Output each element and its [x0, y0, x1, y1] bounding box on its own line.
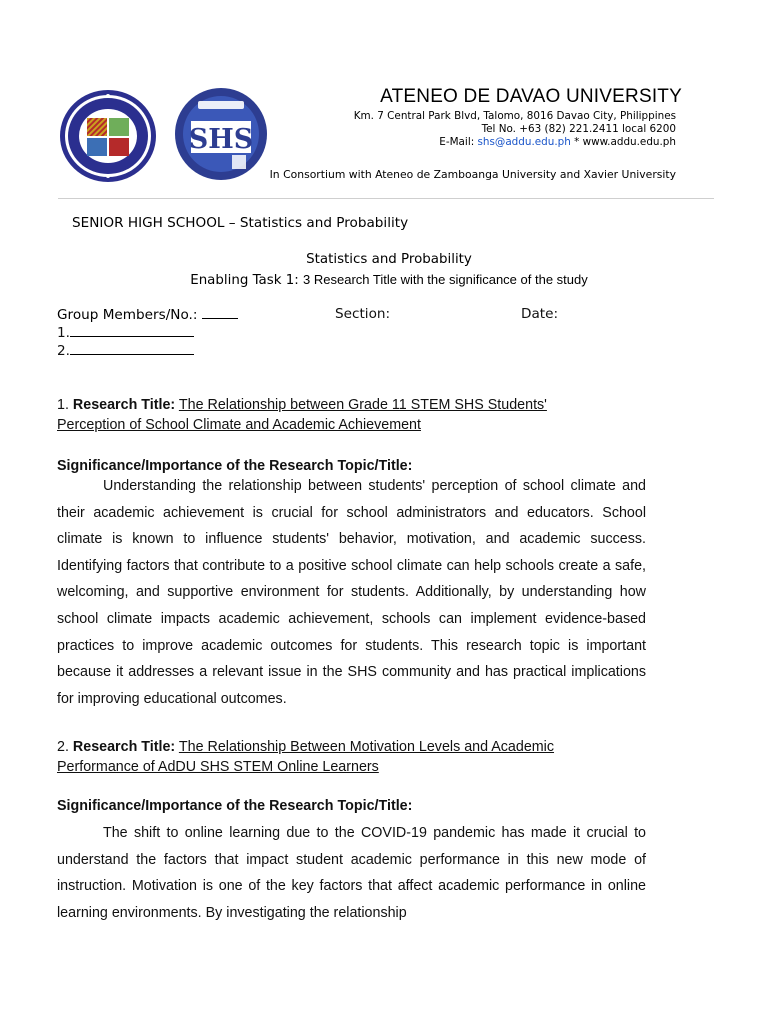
significance-heading-2: Significance/Importance of the Research Topic/Title:	[57, 798, 413, 814]
university-name: ATENEO DE DAVAO UNIVERSITY	[380, 86, 682, 107]
group-members-field	[57, 306, 238, 323]
research-title-text-line1: The Relationship Between Motivation Levels and Academic	[178, 739, 555, 755]
member-number-1: 1.	[57, 325, 70, 341]
header-divider	[58, 198, 714, 199]
research-title-1	[57, 395, 646, 435]
task-label: Enabling Task 1:	[190, 273, 299, 288]
item-number: 2.	[57, 739, 69, 755]
task-title	[0, 272, 768, 288]
research-title-text-line1: The Relationship between Grade 11 STEM SHS Students'	[178, 397, 547, 413]
member-line-2	[57, 342, 194, 359]
member-blank-2[interactable]	[70, 342, 194, 355]
research-title-text-line2: Performance of AdDU SHS STEM Online Learners	[57, 759, 379, 775]
consortium-line: In Consortium with Ateneo de Zamboanga University and Xavier University	[269, 168, 676, 181]
research-title-label: Research Title:	[72, 739, 176, 755]
paragraph-text: The shift to online learning due to the COVID-19 pandemic has made it crucial to understand the factors that impact student academic performance in this new mode of instruction. Motivation is one of the key factors that affect academic performance in online learning environments. By investigating the relationship	[57, 825, 646, 921]
research-title-text-line2: Perception of School Climate and Academic Achievement	[57, 417, 421, 433]
email-line	[439, 136, 676, 149]
address-line: Km. 7 Central Park Blvd, Talomo, 8016 Davao City, Philippines	[353, 110, 676, 122]
member-number-2: 2.	[57, 343, 70, 359]
email-link[interactable]: shs@addu.edu.ph	[477, 136, 571, 148]
significance-heading-1: Significance/Importance of the Research Topic/Title:	[57, 458, 413, 474]
telephone-line: Tel No. +63 (82) 221.2411 local 6200	[481, 123, 676, 135]
significance-paragraph-1	[57, 473, 646, 712]
course-line: SENIOR HIGH SCHOOL – Statistics and Probability	[72, 215, 409, 231]
website-text: * www.addu.edu.ph	[574, 136, 676, 148]
ateneo-seal-logo	[58, 88, 158, 184]
task-subject: Statistics and Probability	[306, 252, 472, 267]
research-title-label: Research Title:	[72, 397, 176, 413]
date-label: Date:	[521, 306, 559, 322]
email-label: E-Mail:	[439, 136, 475, 148]
task-description: 3 Research Title with the significance of the study	[303, 272, 588, 287]
section-label: Section:	[335, 306, 391, 322]
shs-logo	[174, 87, 268, 181]
group-number-blank[interactable]	[202, 306, 238, 319]
member-line-1	[57, 324, 194, 341]
member-blank-1[interactable]	[70, 324, 194, 337]
paragraph-text: Understanding the relationship between students' perception of school climate and their academic achievement is crucial for school administrators and educators. School climate is known to influence students' behavior, motivation, and academic success. Identifying factors that contribute to a positive school climate can help schools create a safe, welcoming, and supportive environment for students. Additionally, by understanding how school climate impacts academic achievement, schools can implement evidence-based practices to improve academic outcomes for students. This research topic is important because it addresses a relevant issue in the SHS community and has practical implications for improving educational outcomes.	[57, 478, 646, 707]
research-title-2	[57, 737, 646, 777]
item-number: 1.	[57, 397, 69, 413]
significance-paragraph-2	[57, 820, 646, 926]
group-members-label: Group Members/No.:	[57, 307, 198, 323]
shs-logo-text: SHS	[188, 124, 254, 155]
